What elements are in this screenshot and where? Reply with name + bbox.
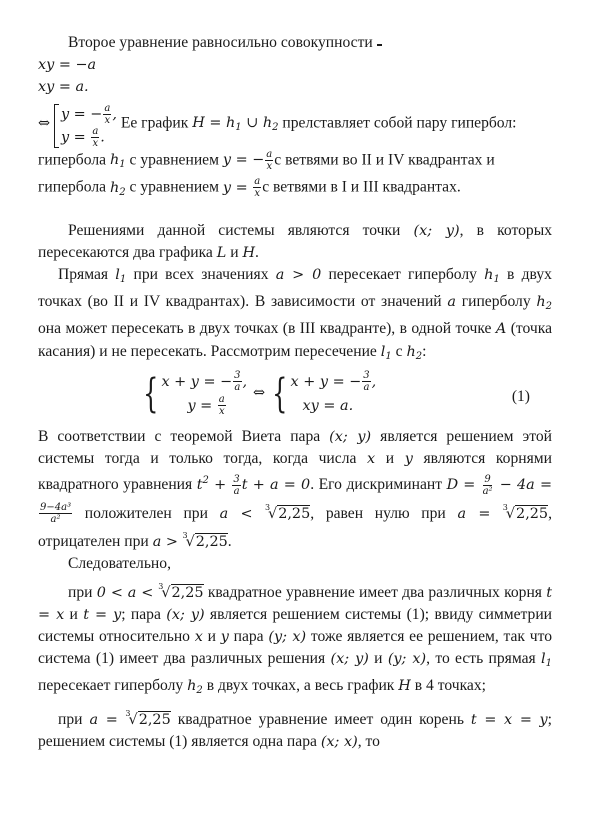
document-page: Второе уравнение равносильно совокупности xy = −a xy = a. ⇔ y = − $\frac{a}{x}$ , y = $\frac{a}{x}$ . Ее график $H = h_1$ ∪ $h_2$ прелставляет собой пару гипербол: гипербола $h_1$ с уравнением y = − $\frac{a}{x}$ с ветвями во II и IV квадрантах и гипербола $h_2$ с уравнением y = $\frac{a}{x}$ с ветвями в I и III квадрантах. Решениями данной системы являются точки (x; y), в которых пересекаются два графика L и H. Прямая $l_1$ при всех значениях a > 0 пересекает гиперболу $h_1$ в двух точках (во II и IV квадрантах). В зависимости от значений a гиперболу $h_2$ она может пересекать в двух точках (в III квадранте), в одной точке A (точка касания) и не пересекать. Рассмотрим пересечение $l_1$ с $h_2$: { x + y = − $\frac{3}{a}$ , y = $\frac{a}{x}$ ⇔ { x + y = − $\frac{3}{a}$ , xy = a. (1) В соответствии с теоремой Виета пара (x; y) является решением этой системы тогда и только тогда, когда числа x и y являются корнями квадратного уравнения $t^2$ + $\frac{3}{a}$ t + a = 0. Его дискриминант D = $\frac{9}{\text{a²}}$ − 4a = $\frac{\text{9−4a³}}{\text{a²}}$ положителен при a < $^3$√2,25, равен нулю при a = $^3$√2,25, отрицателен при a > $^3$√2,25. Следовательно, при 0 < a < $^3$√2,25 квадратное уравнение имеет два различных корня t = x и t = y; пара (x; y) является решением системы (1); ввиду симметрии системы относительно x и y пара (y; x) тоже является ее решением, так что система (1) имеет два различных решения (x; y) и (y; x), то есть прямая $l_1$ пересекает гиперболу $h_2$ в двух точках, а весь график H в 4 точках; при a = $^3$√2,25 квадратное уравнение имеет один корень t = x = y; решением системы (1) является одна пара (x; x), то [38,32,552,753]
text-span: и [385,450,395,468]
text-span: Решениями данной системы являются точки [68,221,401,239]
paragraph-3: Прямая $l_1$ при всех значениях a > 0 пересекает гиперболу $h_1$ в двух точках (во II и IV квадрантах). В зависимости от значений a гиперболу $h_2$ она может пересекать в двух точках (в III квадранте), в одной точке A (точка касания) и не пересекать. Рассмотрим пересечение $l_1$ с $h_2$: [38,266,553,362]
formula-H: $H = h_1$ ∪ $h_2$ [192,115,279,134]
paragraph-4: В соответствии с теоремой Виета пара (x; y) является решением этой системы тогда и только тогда, когда числа x и y являются корнями квадратного уравнения $t^2$ + $\frac{3}{a}$ t + a = 0. Его дискриминант D = $\frac{9}{\text{a²}}$ − 4a = $\frac{\text{9−4a³}}{\text{a²}}$ положителен при a < $^3$√2,25, равен нулю при a = $^3$√2,25, отрицателен при a > $^3$√2,25. [38,427,553,551]
text-span: квадратное уравнение имеет два различных корня [207,583,542,601]
text-span: гиперболу [461,293,531,311]
text-span: в 4 точках; [414,677,486,695]
text-span: Прямая [58,266,109,284]
text-span: с ветвями во II и IV квадрантах и гипербола [38,151,495,196]
text-span: пересекает гиперболу [328,266,477,284]
text-span: она может пересекать в двух точках (в III квадранте), в одной точке [38,320,492,338]
text-span: пара [233,628,264,646]
text-span: , в которых пересекаются два графика [38,221,552,261]
equation: xy = a. [38,79,89,96]
text-span: при всех значениях [133,266,269,284]
text-span: , равен нулю при [310,504,446,522]
text-span: пересекает гиперболу [38,677,184,695]
text-span: . Его дискриминант [310,476,443,494]
text-span: ; пара [121,605,161,623]
equation-1: { x + y = − $\frac{3}{a}$ , y = $\frac{a}{x}$ ⇔ { x + y = − $\frac{3}{a}$ , xy = a. (1) [143,370,530,418]
text-span: и [230,243,239,261]
text-span: и [207,628,216,646]
text-span: и [69,605,78,623]
text-span: с уравнением [129,178,219,196]
text-span: (точка касания) и не пересекать. Рассмотрим пересечение [38,320,553,360]
text-span: в двух точках, а весь график [206,677,395,695]
text-span: с [395,342,403,360]
equation: xy = −a [38,57,97,74]
paragraph-2: Решениями данной системы являются точки (x; y), в которых пересекаются два графика L и H. [38,221,552,261]
text-span: положителен при [84,504,208,522]
text-span: при [58,710,83,728]
text-span: при [68,583,93,601]
text-span: является решением системы (1); ввиду симметрии системы относительно [38,605,553,646]
paragraph-5 [38,553,552,575]
text-span: ; решением системы (1) является одна пара [38,710,553,750]
text-span: тоже является ее решением, так что система (1) имеет два различных решения [38,628,552,668]
text-span: , отрицателен при [38,504,552,551]
text-span: В соответствии с теоремой Виета пара [38,427,321,445]
text-span: Ее график [120,114,189,132]
equation-number: (1) [511,387,530,405]
text-span: в двух точках (во II и IV квадрантах). В зависимости от значений [38,266,552,311]
paragraph-6: при 0 < a < $^3$√2,25 квадратное уравнение имеет два различных корня t = x и t = y; пара (x; y) является решением системы (1); ввиду симметрии системы относительно x и y пара (y; x) тоже является ее решением, так что система (1) имеет два различных решения (x; y) и (y; x), то есть прямая $l_1$ пересекает гиперболу $h_2$ в двух точках, а весь график H в 4 точках; [38,581,553,697]
equiv-symbol: ⇔ [38,115,51,132]
text-span: Следовательно, [68,555,171,573]
paragraph-1 [38,32,552,54]
text-span: и [374,650,383,668]
text-span: прелставляет собой пару гипербол: гипербола [38,114,517,169]
text-span: являются корнями квадратного уравнения [38,450,553,494]
text-span: с ветвями в I и III квадрантах. [262,178,461,196]
text-span: квадратное уравнение имеет один корень [177,710,464,728]
paragraph-7: при a = $^3$√2,25 квадратное уравнение имеет один корень t = x = y; решением системы (1) является одна пара (x; x), то [38,708,553,750]
text-span: является решением этой системы тогда и только тогда, когда числа [38,427,552,468]
text-span: Второе уравнение равносильно совокупности [68,34,373,51]
text-span: , то есть прямая [426,650,536,668]
system-y: y = − $\frac{a}{x}$ , y = $\frac{a}{x}$ . [54,103,117,149]
text-span: с уравнением [129,151,219,169]
text-span: , то [357,732,380,750]
